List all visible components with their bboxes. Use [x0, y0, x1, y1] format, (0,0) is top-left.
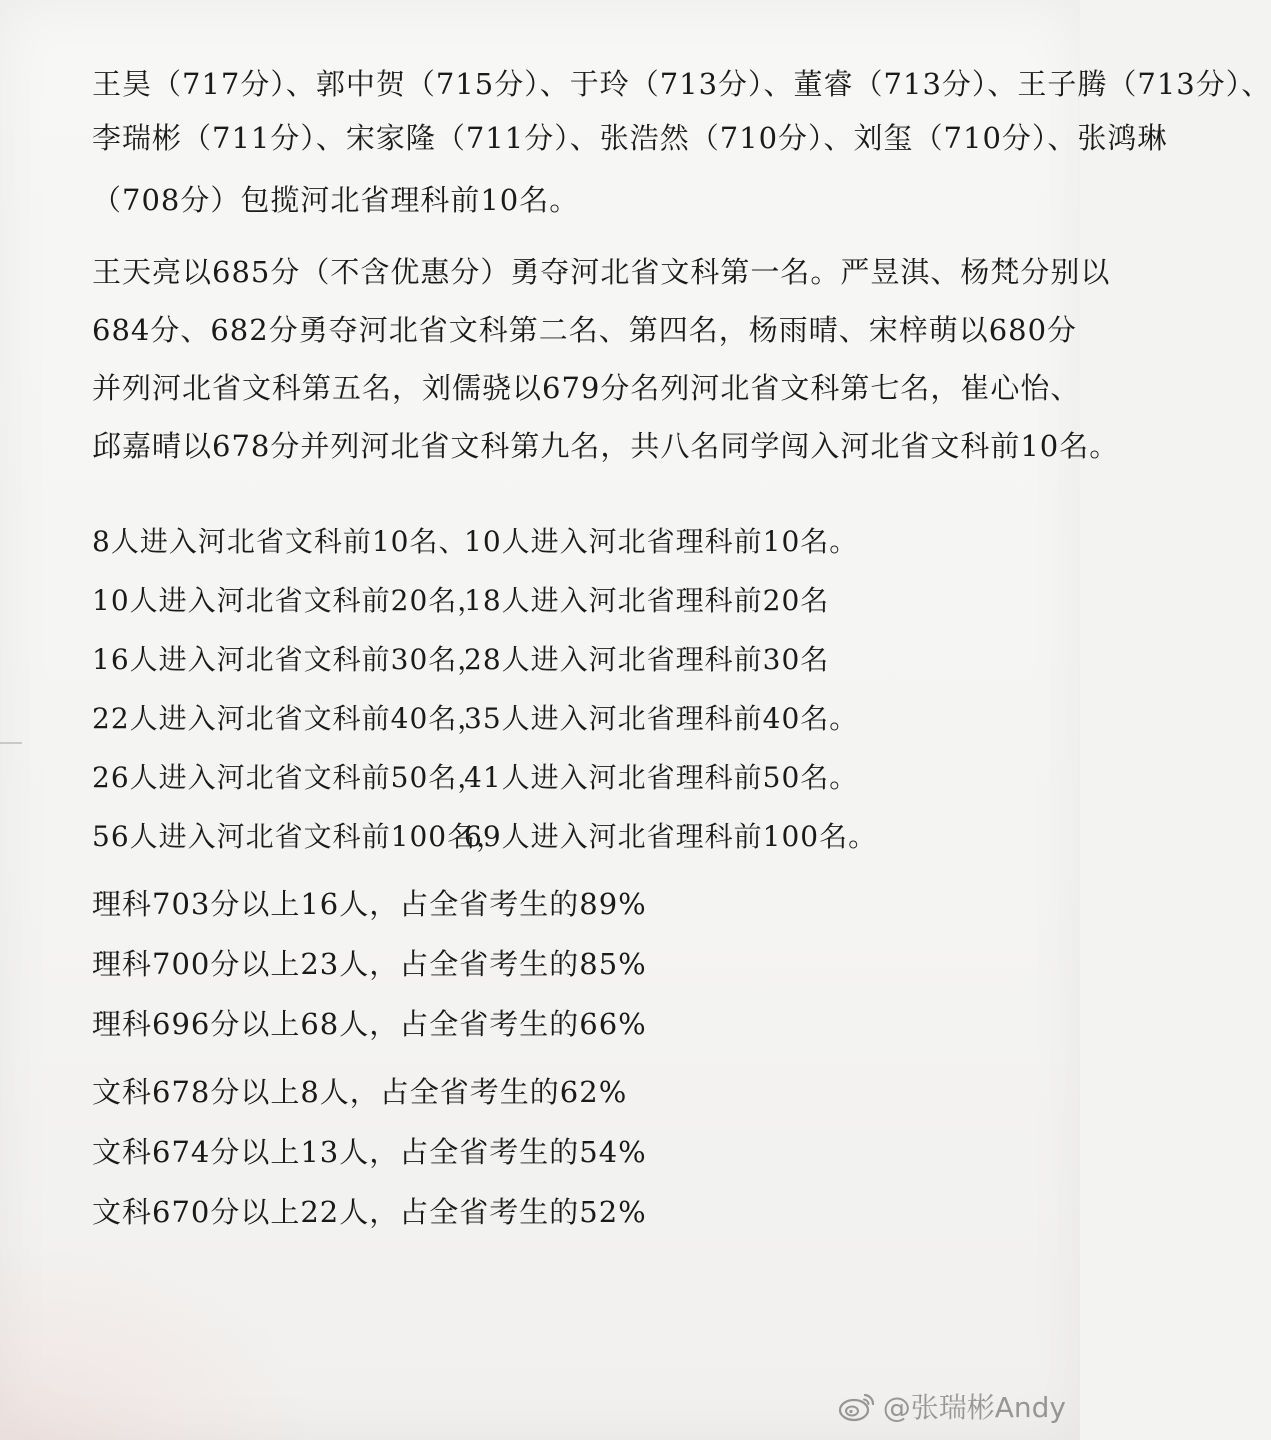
- arts-top10-line-4: 邱嘉晴以678分并列河北省文科第九名，共八名同学闯入河北省文科前10名。: [92, 429, 1120, 463]
- science-ranking: 10人进入河北省理科前10名。: [464, 525, 859, 558]
- arts-stat-678: 文科678分以上8人，占全省考生的62%: [92, 1075, 628, 1109]
- edge-mark: [0, 742, 22, 744]
- arts-ranking: 26人进入河北省文科前50名，: [92, 761, 487, 794]
- arts-ranking: 16人进入河北省文科前30名，: [92, 643, 487, 676]
- ranking-row: [92, 697, 859, 756]
- arts-top10-line-2: 684分、682分勇夺河北省文科第二名、第四名，杨雨晴、宋梓萌以680分: [92, 313, 1078, 347]
- ranking-row: [92, 520, 859, 579]
- arts-stat-670: 文科670分以上22人，占全省考生的52%: [92, 1195, 647, 1229]
- science-ranking: 18人进入河北省理科前20名: [464, 584, 830, 617]
- arts-top10-line-1: 王天亮以685分（不含优惠分）勇夺河北省文科第一名。严昱淇、杨梵分别以: [92, 255, 1111, 289]
- weibo-icon: [837, 1390, 877, 1422]
- ranking-row: [92, 756, 859, 815]
- arts-stat-674: 文科674分以上13人，占全省考生的54%: [92, 1135, 647, 1169]
- arts-ranking: 22人进入河北省文科前40名，: [92, 702, 487, 735]
- weibo-watermark: [837, 1386, 1066, 1426]
- science-stat-703: 理科703分以上16人，占全省考生的89%: [92, 887, 647, 921]
- ranking-row: [92, 638, 852, 697]
- score-stats: [92, 882, 647, 1250]
- arts-ranking: 8人进入河北省文科前10名、: [92, 525, 468, 558]
- science-ranking: 28人进入河北省理科前30名: [464, 643, 830, 676]
- rankings-list: [92, 520, 878, 874]
- science-stat-700: 理科700分以上23人，占全省考生的85%: [92, 947, 647, 981]
- arts-ranking: 56人进入河北省文科前100名，: [92, 820, 506, 853]
- science-top10-line-3: （708分）包揽河北省理科前10名。: [92, 183, 580, 217]
- arts-ranking: 10人进入河北省文科前20名，: [92, 584, 487, 617]
- science-stat-696: 理科696分以上68人，占全省考生的66%: [92, 1007, 647, 1041]
- science-ranking: 41人进入河北省理科前50名。: [464, 761, 859, 794]
- science-top10-line-2: 李瑞彬（711分）、宋家隆（711分）、张浩然（710分）、刘玺（710分）、张鸿琳: [92, 121, 1168, 155]
- science-ranking: 69人进入河北省理科前100名。: [464, 820, 878, 853]
- ranking-row: [92, 815, 878, 874]
- arts-top10-line-3: 并列河北省文科第五名，刘儒骁以679分名列河北省文科第七名，崔心怡、: [92, 371, 1081, 405]
- paper-stain: [0, 1240, 320, 1440]
- watermark-text: @张瑞彬Andy: [882, 1391, 1066, 1424]
- ranking-row: [92, 579, 852, 638]
- science-top10-line-1: 王昊（717分）、郭中贺（715分）、于玲（713分）、董睿（713分）、王子腾（713分）、: [92, 67, 1271, 101]
- science-ranking: 35人进入河北省理科前40名。: [464, 702, 859, 735]
